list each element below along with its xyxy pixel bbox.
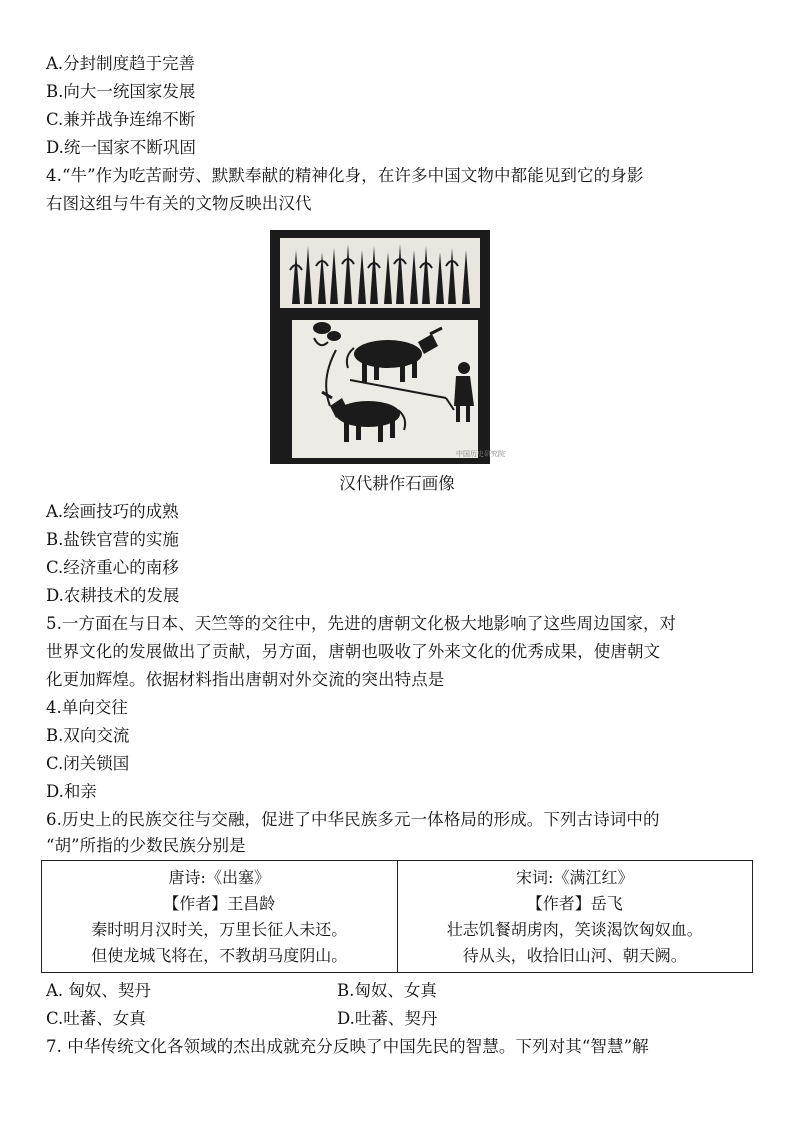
q6-option-a[interactable]: A. 匈奴、契丹 [46, 981, 151, 1000]
figure-caption: 汉代耕作石画像 [339, 474, 455, 493]
han-ploughing-relief-image [270, 230, 505, 464]
q6-option-d[interactable]: D.吐蕃、契丹 [337, 1009, 438, 1028]
q5-stem-line1: 5.一方面在与日本、天竺等的交往中，先进的唐朝文化极大地影响了这些周边国家，对 [46, 614, 677, 633]
tang-poem-title: 唐诗:《出塞》 [168, 868, 270, 887]
q3-option-d[interactable]: D.统一国家不断巩固 [46, 138, 196, 157]
song-ci-author: 【作者】岳飞 [526, 894, 623, 913]
q6-option-c[interactable]: C.吐蕃、女真 [46, 1009, 146, 1028]
q4-option-d[interactable]: D.农耕技术的发展 [46, 586, 180, 605]
q5-stem-line2: 世界文化的发展做出了贡献，另方面，唐朝也吸收了外来文化的优秀成果，使唐朝文 [46, 642, 661, 661]
poem-table [41, 860, 753, 973]
q5-option-c[interactable]: C.闭关锁国 [46, 754, 130, 773]
q7-stem-line1: 7. 中华传统文化各领域的杰出成就充分反映了中国先民的智慧。下列对其“智慧”解 [46, 1037, 649, 1056]
q4-option-c[interactable]: C.经济重心的南移 [46, 558, 179, 577]
tang-poem-line2: 但使龙城飞将在，不教胡马度阴山。 [91, 946, 348, 965]
q5-option-b[interactable]: B.双向交流 [46, 726, 130, 745]
q4-stem-line2: 右图这组与牛有关的文物反映出汉代 [46, 194, 312, 213]
q3-option-c[interactable]: C.兼并战争连绵不断 [46, 110, 196, 129]
poem-cell-song [397, 861, 753, 973]
q5-option-a[interactable]: 4.单向交往 [46, 698, 128, 717]
q6-option-b[interactable]: B.匈奴、女真 [337, 981, 437, 1000]
q4-option-a[interactable]: A.绘画技巧的成熟 [46, 502, 179, 521]
q3-option-b[interactable]: B.向大一统国家发展 [46, 82, 196, 101]
q4-stem-line1: 4.“牛”作为吃苦耐劳、默默奉献的精神化身，在许多中国文物中都能见到它的身影 [46, 166, 644, 185]
q6-stem-line2: “胡”所指的少数民族分别是 [46, 836, 246, 855]
q6-stem-line1: 6.历史上的民族交往与交融，促进了中华民族多元一体格局的形成。下列古诗词中的 [46, 810, 660, 829]
relief-plant-band [280, 238, 480, 308]
tang-poem-line1: 秦时明月汉时关，万里长征人未还。 [91, 920, 348, 939]
song-ci-line2: 待从头，收拾旧山河、朝天阙。 [462, 946, 687, 965]
relief-watermark: 中国历史研究院 [456, 450, 505, 458]
poem-cell-tang [42, 861, 398, 973]
q4-option-b[interactable]: B.盐铁官营的实施 [46, 530, 179, 549]
q5-stem-line3: 化更加辉煌。依据材料指出唐朝对外交流的突出特点是 [46, 670, 445, 689]
song-ci-title: 宋词:《满江红》 [516, 868, 634, 887]
q5-option-d[interactable]: D.和亲 [46, 782, 97, 801]
song-ci-line1: 壮志饥餐胡虏肉，笑谈渴饮匈奴血。 [446, 920, 703, 939]
tang-poem-author: 【作者】王昌龄 [163, 894, 276, 913]
q3-option-a[interactable]: A.分封制度趋于完善 [46, 54, 196, 73]
